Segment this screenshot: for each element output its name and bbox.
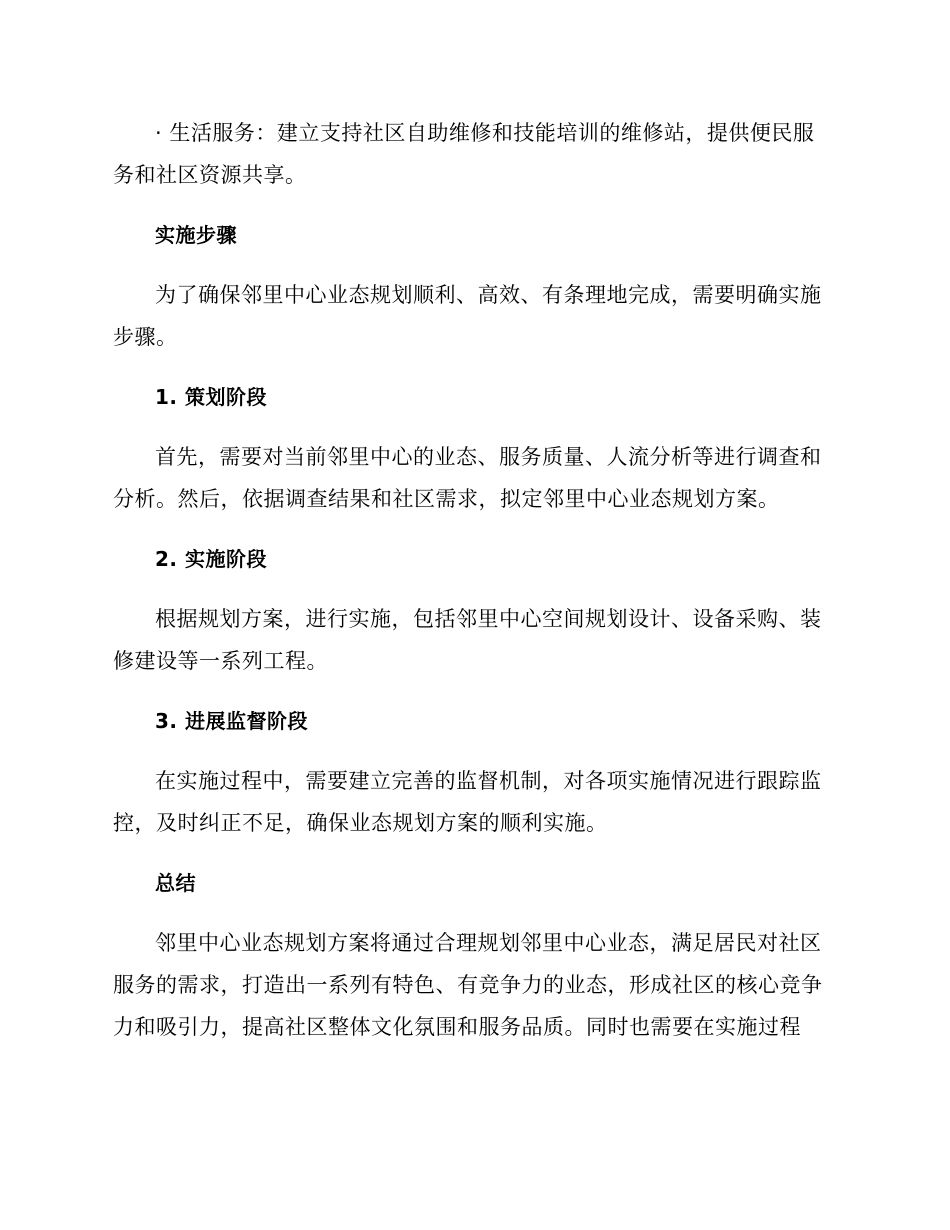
heading-implementation-phase: 2. 实施阶段	[155, 547, 267, 571]
heading-implementation-steps: 实施步骤	[155, 223, 237, 247]
paragraph-planning-phase: 首先，需要对当前邻里中心的业态、服务质量、人流分析等进行调查和分析。然后，依据调查结果和社区需求，拟定邻里中心业态规划方案。	[113, 445, 822, 511]
paragraph-supervision-phase: 在实施过程中，需要建立完善的监督机制，对各项实施情况进行跟踪监控，及时纠正不足，确保业态规划方案的顺利实施。	[113, 769, 822, 835]
heading-planning-phase: 1. 策划阶段	[155, 385, 267, 409]
paragraph-steps-intro: 为了确保邻里中心业态规划顺利、高效、有条理地完成，需要明确实施步骤。	[113, 283, 822, 349]
paragraph-implementation-phase: 根据规划方案，进行实施，包括邻里中心空间规划设计、设备采购、装修建设等一系列工程。	[113, 607, 822, 673]
heading-summary: 总结	[155, 871, 196, 895]
document-body	[113, 112, 833, 1048]
paragraph-summary: 邻里中心业态规划方案将通过合理规划邻里中心业态，满足居民对社区服务的需求，打造出一系列有特色、有竞争力的业态，形成社区的核心竞争力和吸引力，提高社区整体文化氛围和服务品质。同时也需要在实施过程	[113, 931, 823, 1039]
paragraph-life-services: · 生活服务：建立支持社区自助维修和技能培训的维修站，提供便民服务和社区资源共享。	[113, 121, 815, 187]
heading-supervision-phase: 3. 进展监督阶段	[155, 709, 308, 733]
